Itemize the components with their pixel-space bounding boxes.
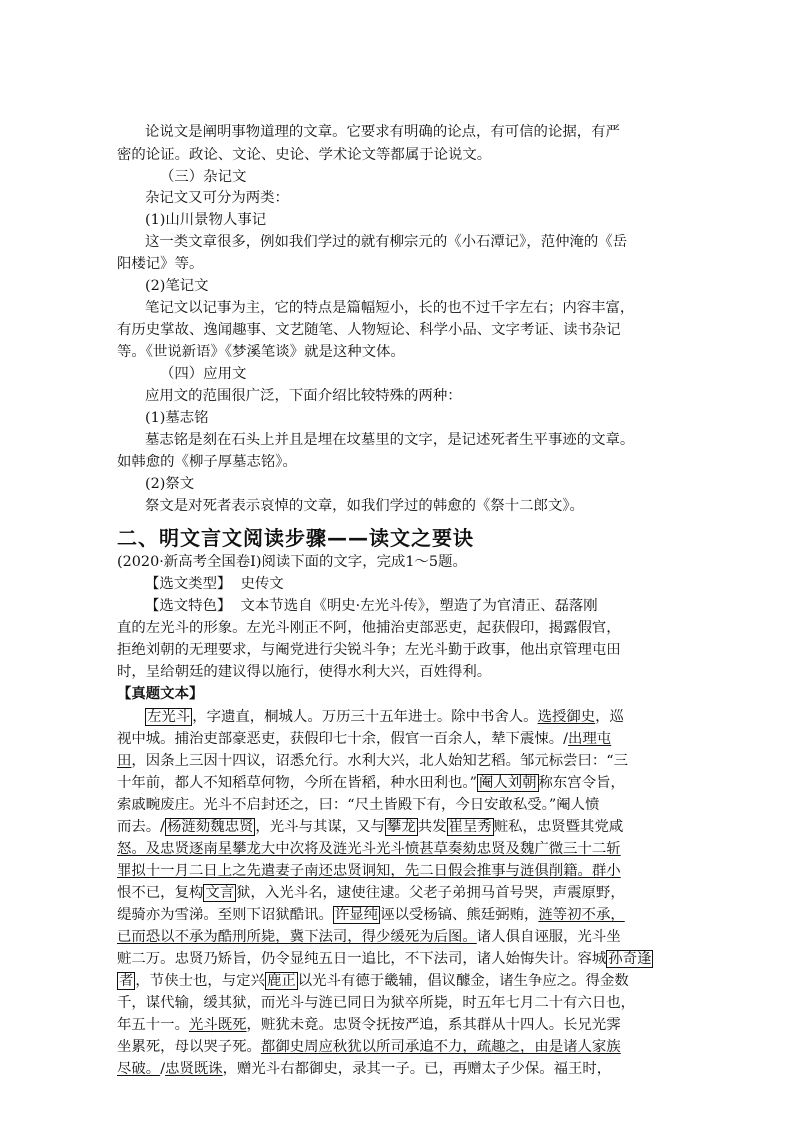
paragraph-line: 笔记文以记事为主，它的特点是篇幅短小，长的也不过千字左右；内容丰富， (145, 300, 635, 316)
paragraph-line: 这一类文章很多，例如我们学过的就有柳宗元的《小石潭记》，范仲淹的《岳 (145, 234, 628, 250)
type-label: 【选文类型】 (145, 576, 232, 592)
underlined-phrase: 忠贤既诛 (165, 1061, 223, 1077)
passage-text: 缇骑亦为雪涕。至则下诏狱酷讯。 (117, 907, 333, 923)
type-line (145, 574, 677, 594)
underlined-phrase: 尽破。 (117, 1061, 161, 1077)
boxed-name: 左光斗 (147, 709, 191, 725)
paragraph-line: 有历史掌故、逸闻趣事、文艺随笔、人物短论、科学小品、文字考证、读书杂记 (117, 322, 621, 338)
passage-line (117, 927, 677, 947)
passage-line (117, 751, 677, 771)
feature-line (145, 596, 677, 616)
passage-line: 罪拟十一月二日上之先遣妻子南还忠贤诇知，先二日假会推事与涟俱削籍。群小 (117, 863, 621, 879)
paragraph-line: 论说文是阐明事物道理的文章。它要求有明确的论点，有可信的论据，有严 (145, 124, 620, 140)
passage-text: 恨不已，复构 (117, 885, 204, 901)
underlined-phrase: 田 (117, 753, 132, 769)
passage-text: 赃私，忠贤暨其党咸 (493, 819, 624, 835)
passage-line: 怒。及忠贤逐南星攀龙大中次将及涟光斗光斗愤甚草奏劾忠贤及魏广微三十二斩 (117, 841, 621, 857)
passage-line (117, 817, 677, 837)
passage-line (117, 1059, 677, 1079)
passage-text: 狱，入光斗名，逮使往逮。父老子弟拥马首号哭，声震原野， (236, 885, 625, 901)
type-value: 史传文 (240, 576, 284, 592)
passage-line: 索戚畹废庄。光斗不启封还之，曰：“尺土皆殿下有，今日安敢私受。”阉人愤 (117, 797, 600, 813)
boxed-name: 许显纯 (334, 907, 379, 923)
exam-source-line: (2020·新高考全国卷Ⅰ)阅读下面的文字，完成1～5题。 (117, 554, 467, 570)
boxed-name: 者 (119, 973, 134, 989)
feature-line: 直的左光斗的形象。左光斗刚正不阿，他捕治吏部恶吏，起获假印，揭露假官， (117, 620, 621, 636)
paragraph-line: 如韩愈的《柳子厚墓志铭》。 (117, 454, 297, 470)
passage-text: 诸人俱自诬服，光斗坐 (476, 929, 621, 945)
passage-line (117, 729, 677, 749)
paragraph-line: 墓志铭是刻在石头上并且是埋在坟墓里的文字，是记述死者生平事迹的文章。 (145, 432, 635, 448)
underlined-phrase: 已而恐以不承为酷刑所毙，冀下法司，得少缓死为后图。 (117, 929, 477, 945)
feature-label: 【选文特色】 (145, 598, 232, 614)
passage-text: 诬以受杨镐、熊廷弼贿， (380, 907, 539, 923)
passage-text: ，赠光斗右都御史，录其一子。已，再赠太子少保。福王时， (222, 1061, 612, 1077)
subheading-line: （四）应用文 (160, 366, 247, 382)
passage-text: 视中城。捕治吏部豪恶吏，获假印七十余，假官一百余人，辇下震悚。/ (117, 731, 568, 747)
passage-text: 赃二万。忠贤乃矫旨，仍令显纯五日一追比，不下法司，诸人始悔失计。容城 (117, 951, 607, 967)
passage-text: ，节侠士也，与定兴 (135, 973, 265, 989)
boxed-name: 崔呈秀 (448, 819, 492, 835)
list-item-line: (2)祭文 (145, 476, 195, 492)
underlined-phrase: 选授御史 (537, 709, 596, 725)
passage-text: ，赃犹未竟。忠贤令抚按严追，系其群从十四人。长兄光霁 (246, 1017, 621, 1033)
passage-text: 坐累死，母以哭子死。 (117, 1039, 261, 1055)
passage-line (145, 707, 677, 727)
feature-text: 文本节选自《明史·左光斗传》，塑造了为官清正、磊落刚 (240, 598, 598, 614)
boxed-name: 鹿正 (266, 973, 296, 989)
paragraph-line: 等。《世说新语》《梦溪笔谈》就是这种文体。 (117, 344, 405, 360)
list-item-line: (1)山川景物人事记 (145, 212, 267, 228)
passage-line (117, 1037, 677, 1057)
passage-text: 十年前，都人不知稻草何物，今所在皆稻，种水田利也。” (117, 775, 477, 791)
section-heading: 二、明文言文阅读步骤——读文之要诀 (117, 526, 474, 550)
passage-text: 称东宫令旨， (538, 775, 625, 791)
paragraph-line: 杂记文又可分为两类： (145, 190, 289, 206)
passage-line (117, 1015, 677, 1035)
passage-text: / (160, 1061, 166, 1077)
feature-line: 拒绝刘朝的无理要求，与阉党进行尖锐斗争；左光斗勤于政事，他出京管理屯田 (117, 642, 621, 658)
passage-text: ，光斗与其谋，又与 (255, 819, 385, 835)
passage-text: ，巡 (595, 709, 624, 725)
passage-text: 共发 (417, 819, 447, 835)
feature-line: 时，呈给朝廷的建议得以施行，使得水利大兴，百姓得利。 (117, 664, 492, 680)
passage-line: 千，谋代输，缓其狱，而光斗与涟已同日为狱卒所毙，时五年七月二十有六日也， (117, 995, 636, 1011)
passage-text: 年五十一。 (117, 1017, 189, 1033)
boxed-name: 杨涟劾魏忠贤 (167, 819, 254, 835)
paragraph-line: 祭文是对死者表示哀悼的文章，如我们学过的韩愈的《祭十二郎文》。 (145, 498, 584, 514)
passage-text: 而去。/ (117, 819, 166, 835)
boxed-name: 孙奇逢 (608, 951, 652, 967)
passage-line (117, 905, 677, 925)
underlined-phrase: 出理屯 (567, 731, 612, 747)
boxed-name: 阉人刘朝 (478, 775, 537, 791)
paragraph-line: 应用文的范围很广泛，下面介绍比较特殊的两种： (145, 388, 462, 404)
passage-line (117, 773, 677, 793)
boxed-name: 攀龙 (386, 819, 416, 835)
subheading-line: （三）杂记文 (160, 169, 247, 185)
text-label: 【真题文本】 (117, 685, 204, 702)
passage-text: ，字遗直，桐城人。万历三十五年进士。除中书舍人。 (192, 709, 538, 725)
underlined-phrase: 光斗既死 (188, 1017, 247, 1033)
list-item-line: (1)墓志铭 (145, 410, 209, 426)
passage-text: ，因条上三因十四议，诏悉允行。水利大兴，北人始知艺稻。邹元标尝曰：“三 (131, 753, 629, 769)
underlined-phrase: 涟等初不承， (538, 907, 625, 923)
paragraph-line: 阳楼记》等。 (117, 256, 204, 272)
passage-line (117, 971, 677, 991)
list-item-line: (2)笔记文 (145, 278, 209, 294)
underlined-phrase: 都御史周应秋犹以所司承追不力，疏趣之，由是诸人家族 (260, 1039, 621, 1055)
passage-text: 以光斗有德于畿辅，倡议醵金，诸生争应之。得金数 (297, 973, 629, 989)
passage-line (117, 883, 677, 903)
boxed-name: 文言 (205, 885, 235, 901)
passage-line (117, 949, 677, 969)
paragraph-line: 密的论证。政论、文论、史论、学术论文等都属于论说文。 (117, 147, 492, 163)
